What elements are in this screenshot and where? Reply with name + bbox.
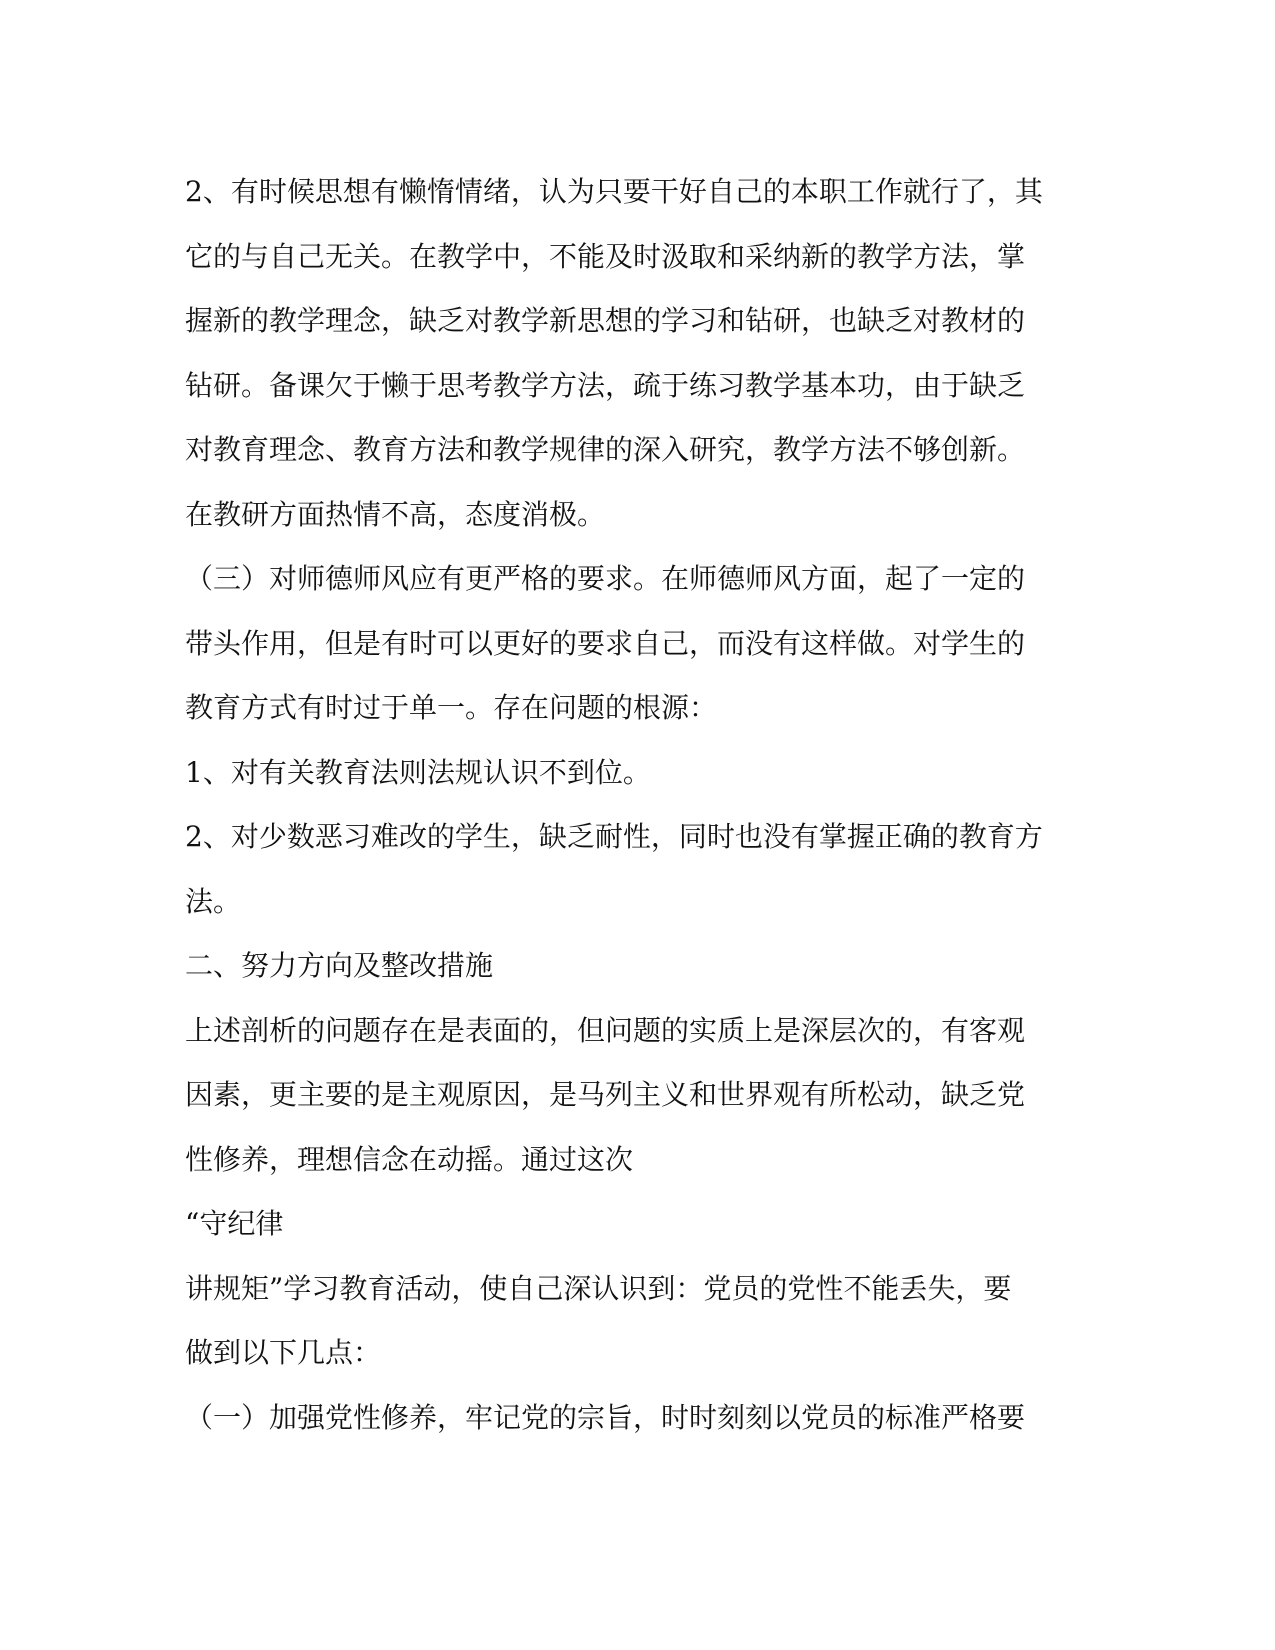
text-line: 对教育理念、教育方法和教学规律的深入研究，教学方法不够创新。 <box>185 433 1026 466</box>
text-line: 法。 <box>185 884 242 918</box>
text-line: 因素，更主要的是主观原因，是马列主义和世界观有所松动，缺乏党 <box>185 1078 1026 1111</box>
text-line: 在教研方面热情不高，态度消极。 <box>185 497 606 531</box>
body-text <box>185 160 1085 1450</box>
text-line: 它的与自己无关。在教学中，不能及时汲取和采纳新的教学方法，掌 <box>185 239 1026 273</box>
subsection-heading-1: （一）加强党性修养，牢记党的宗旨，时时刻刻以党员的标准严格要 <box>185 1400 1026 1434</box>
text-line: 教育方式有时过于单一。存在问题的根源： <box>185 691 718 724</box>
list-item-1: 1、对有关教育法则法规认识不到位。 <box>185 755 651 789</box>
text-line: 讲规矩”学习教育活动，使自己深认识到：党员的党性不能丢失，要 <box>185 1271 1012 1305</box>
text-line: 2、有时候思想有懒惰情绪，认为只要干好自己的本职工作就行了，其 <box>185 175 1043 208</box>
text-line: 握新的教学理念，缺乏对教学新思想的学习和钻研，也缺乏对教材的 <box>185 304 1026 337</box>
text-line: 钻研。备课欠于懒于思考教学方法，疏于练习教学基本功，由于缺乏 <box>185 368 1026 402</box>
text-line: 性修养，理想信念在动摇。通过这次 <box>185 1142 634 1176</box>
text-line: 上述剖析的问题存在是表面的，但问题的实质上是深层次的，有客观 <box>185 1013 1026 1047</box>
section-heading-3: （三）对师德师风应有更严格的要求。在师德师风方面，起了一定的 <box>185 562 1026 595</box>
text-line: 带头作用，但是有时可以更好的要求自己，而没有这样做。对学生的 <box>185 626 1026 660</box>
list-item-2: 2、对少数恶习难改的学生，缺乏耐性，同时也没有掌握正确的教育方 <box>185 820 1043 853</box>
text-line: “守纪律 <box>185 1207 284 1240</box>
section-heading-2: 二、努力方向及整改措施 <box>185 949 494 982</box>
text-line: 做到以下几点： <box>185 1336 382 1369</box>
